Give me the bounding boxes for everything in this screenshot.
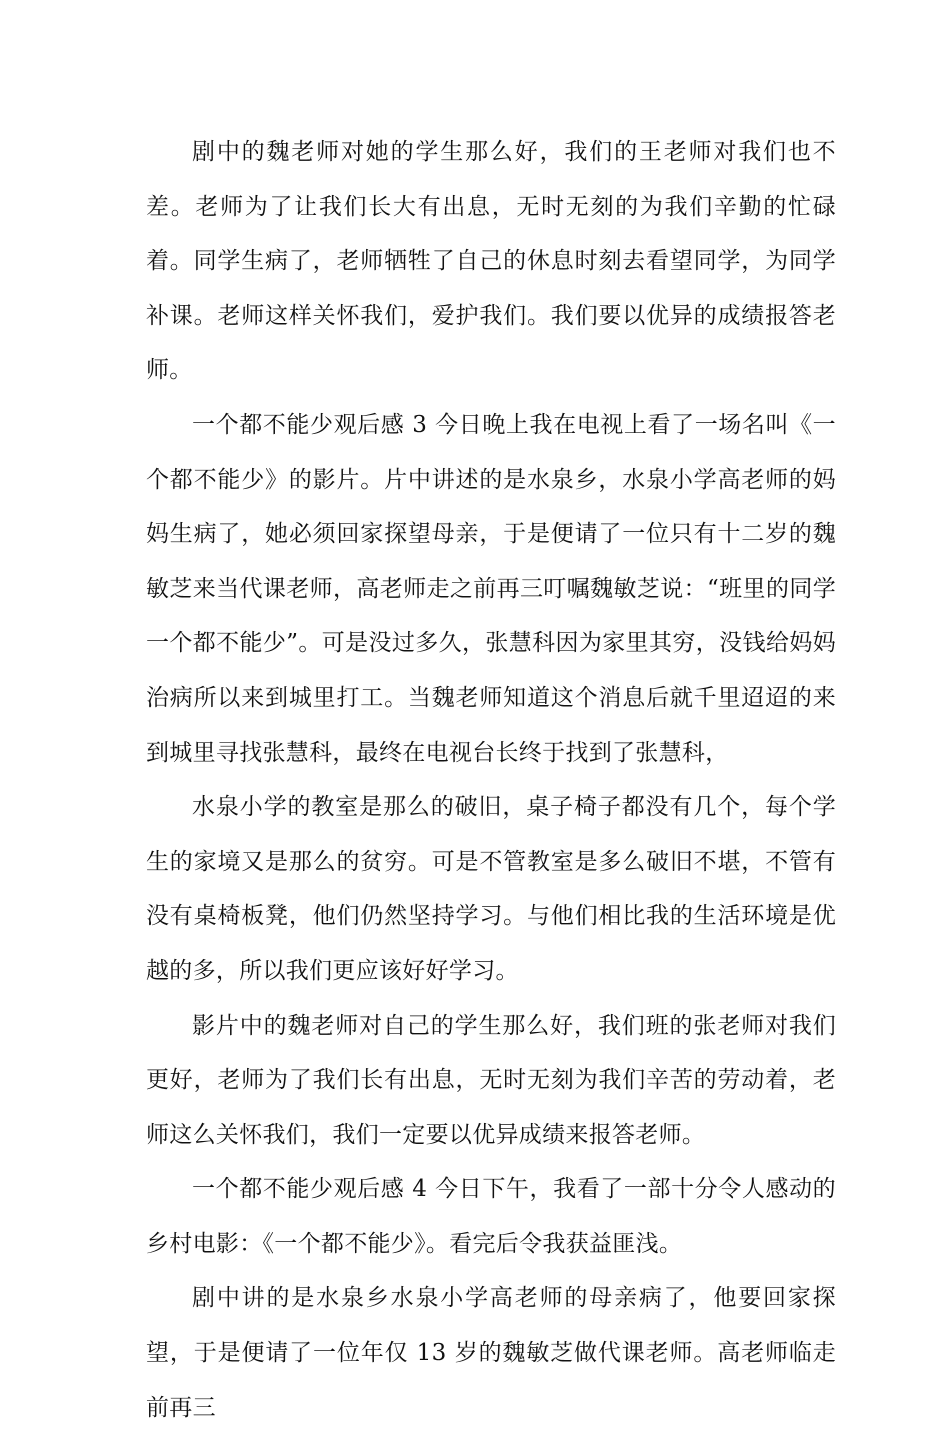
paragraph: 剧中讲的是水泉乡水泉小学高老师的母亲病了，他要回家探望，于是便请了一位年仅 13 岁的魏敏芝做代课老师。高老师临走前再三 <box>146 1285 836 1421</box>
paragraph: 剧中的魏老师对她的学生那么好，我们的王老师对我们也不差。老师为了让我们长大有出息，无时无刻的为我们辛勤的忙碌着。同学生病了，老师牺牲了自己的休息时刻去看望同学，为同学补课。老师这样关怀我们，爱护我们。我们要以优异的成绩报答老师。 <box>146 139 836 384</box>
paragraph: 影片中的魏老师对自己的学生那么好，我们班的张老师对我们更好，老师为了我们长有出息，无时无刻为我们辛苦的劳动着，老师这么关怀我们，我们一定要以优异成绩来报答老师。 <box>146 1012 836 1148</box>
paragraph: 水泉小学的教室是那么的破旧，桌子椅子都没有几个，每个学生的家境又是那么的贫穷。可是不管教室是多么破旧不堪，不管有没有桌椅板凳，他们仍然坚持学习。与他们相比我的生活环境是优越的多，所以我们更应该好好学习。 <box>146 794 836 984</box>
paragraph: 一个都不能少观后感 3 今日晚上我在电视上看了一场名叫《一个都不能少》的影片。片中讲述的是水泉乡，水泉小学高老师的妈妈生病了，她必须回家探望母亲，于是便请了一位只有十二岁的魏敏芝来当代课老师，高老师走之前再三叮嘱魏敏芝说：“班里的同学一个都不能少”。可是没过多久，张慧科因为家里其穷，没钱给妈妈治病所以来到城里打工。当魏老师知道这个消息后就千里迢迢的来到城里寻找张慧科，最终在电视台长终于找到了张慧科， <box>146 411 836 766</box>
document-body <box>146 125 836 1435</box>
paragraph: 一个都不能少观后感 4 今日下午，我看了一部十分令人感动的乡村电影：《一个都不能少》。看完后令我获益匪浅。 <box>146 1176 836 1257</box>
